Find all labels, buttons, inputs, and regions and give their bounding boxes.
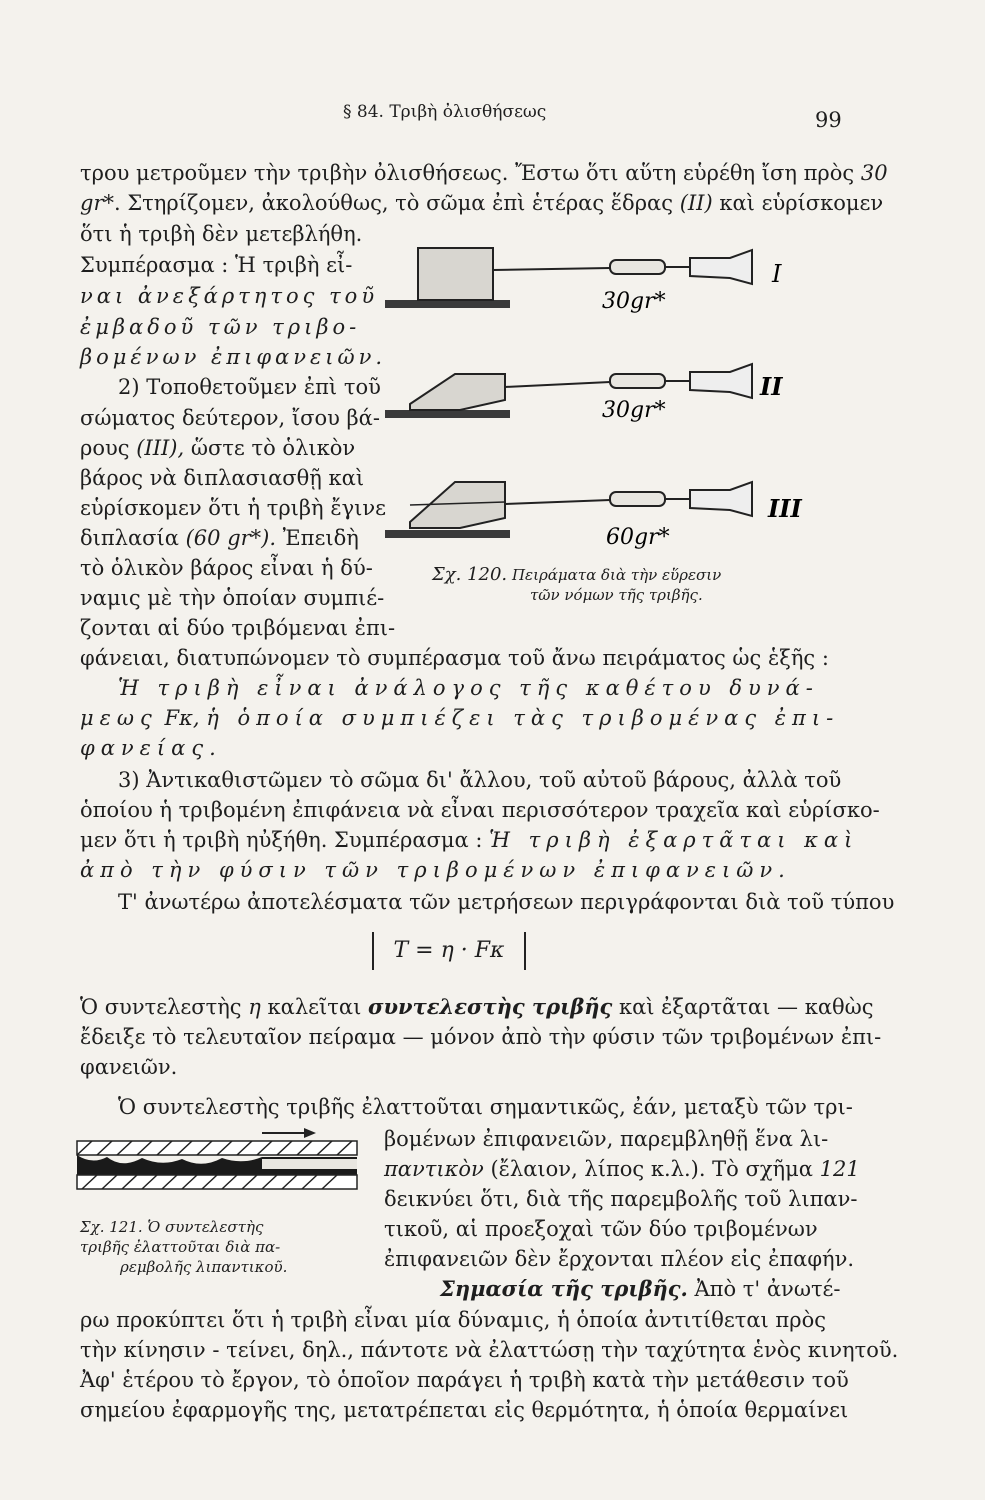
reading-III: 60gr* [606, 525, 670, 550]
experiment-III-apparatus [385, 482, 752, 538]
text-line-19: μεως Fκ, ἡ ὁποία συμπιέζει τὰς τριβομένας ἐπι- [80, 706, 840, 730]
text-line-4: Συμπέρασμα : Ἡ τριβὴ εἶ- [80, 253, 353, 277]
text-line-1: τρου μετροῦμεν τὴν τριβὴν ὀλισθήσεως. Ἔστω ὅτι αὕτη εὑρέθη ἴση πρὸς 30 [80, 161, 888, 185]
text-line-16: ζονται αἱ δύο τριβόμεναι ἐπι- [80, 616, 396, 640]
text-line-23: μεν ὅτι ἡ τριβὴ ηὐξήθη. Συμπέρασμα : Ἡ τριβὴ ἐξαρτᾶται καὶ [80, 828, 859, 852]
text-line-36: ρω προκύπτει ὅτι ἡ τριβὴ εἶναι μία δύναμις, ἡ ὁποία ἀντιτίθεται πρὸς [80, 1308, 826, 1332]
text-line-15: ναμις μὲ τὴν ὁποίαν συμπιέ- [80, 586, 385, 610]
text-line-27: ἔδειξε τὸ τελευταῖον πείραμα — μόνον ἀπὸ τὴν φύσιν τῶν τριβομένων ἐπι- [80, 1025, 882, 1049]
text-line-38: Ἀφ' ἑτέρου τὸ ἔργον, τὸ ὁποῖον παράγει ἡ τριβὴ κατὰ τὴν μετάθεσιν τοῦ [80, 1368, 849, 1392]
text-line-22: ὁποίου ἡ τριβομένη ἐπιφάνεια νὰ εἶναι περισσότερον τραχεῖα καὶ εὑρίσκο- [80, 798, 880, 822]
text-line-20: φανείας. [80, 736, 222, 760]
figure-120-friction-experiments [380, 232, 820, 577]
text-line-37: τὴν κίνησιν - τείνει, δηλ., πάντοτε νὰ ἐλαττώσῃ τὴν ταχύτητα ἑνὸς κινητοῦ. [80, 1338, 899, 1362]
text-line-32: δεικνύει ὅτι, διὰ τῆς παρεμβολῆς τοῦ λιπαν- [384, 1187, 858, 1211]
text-line-12: εὑρίσκομεν ὅτι ἡ τριβὴ ἔγινε [80, 496, 387, 520]
text-line-29: Ὁ συντελεστὴς τριβῆς ἐλαττοῦται σημαντικῶς, ἐάν, μεταξὺ τῶν τρι- [118, 1095, 853, 1119]
text-line-7: βομένων ἐπιφανειῶν. [80, 345, 387, 369]
text-line-6: ἐμβαδοῦ τῶν τριβο- [80, 315, 361, 339]
text-line-39: σημείου ἐφαρμογῆς της, μετατρέπεται εἰς θερμότητα, ἡ ὁποία θερμαίνει [80, 1398, 849, 1422]
text-line-18: Ἡ τριβὴ εἶναι ἀνάλογος τῆς καθέτου δυνά- [118, 676, 819, 700]
text-line-26: Ὁ συντελεστὴς η καλεῖται συντελεστὴς τριβῆς καὶ ἐξαρτᾶται — καθὼς [80, 994, 874, 1019]
figure-121-caption-3: ρεμβολῆς λιπαντικοῦ. [120, 1258, 288, 1276]
text-line-8: 2) Τοποθετοῦμεν ἐπὶ τοῦ [118, 375, 381, 399]
friction-formula: T = η · Fκ [372, 932, 526, 970]
text-line-25: Τ' ἀνωτέρω ἀποτελέσματα τῶν μετρήσεων περιγράφονται διὰ τοῦ τύπου [118, 890, 895, 914]
text-line-3: ὅτι ἡ τριβὴ δὲν μετεβλήθη. [80, 222, 363, 246]
experiment-II-apparatus [385, 364, 752, 418]
section-header: § 84. Τριβὴ ὀλισθήσεως [343, 102, 547, 122]
page-number: 99 [815, 108, 842, 132]
text-line-34: ἐπιφανειῶν δὲν ἔρχονται πλέον εἰς ἐπαφήν. [384, 1247, 855, 1271]
text-line-2: gr*. Στηρίζομεν, ἀκολούθως, τὸ σῶμα ἐπὶ ἑτέρας ἕδρας (II) καὶ εὑρίσκομεν [80, 191, 884, 215]
label-III: III [768, 494, 802, 523]
text-line-17: φάνειαι, διατυπώνομεν τὸ συμπέρασμα τοῦ ἄνω πειράματος ὡς ἑξῆς : [80, 646, 829, 670]
text-line-14: τὸ ὁλικὸν βάρος εἶναι ἡ δύ- [80, 556, 373, 580]
text-line-35: Σημασία τῆς τριβῆς. Ἀπὸ τ' ἀνωτέ- [440, 1276, 841, 1301]
figure-120-caption: Σχ. 120. Πειράματα διὰ τὴν εὕρεσιν [432, 564, 722, 585]
text-line-21: 3) Ἀντικαθιστῶμεν τὸ σῶμα δι' ἄλλου, τοῦ αὐτοῦ βάρους, ἀλλὰ τοῦ [118, 768, 842, 792]
text-line-28: φανειῶν. [80, 1055, 178, 1079]
reading-II: 30gr* [602, 398, 666, 423]
text-line-10: ρους (III), ὥστε τὸ ὁλικὸν [80, 436, 356, 460]
figure-121-caption-1: Σχ. 121. Ὁ συντελεστὴς [80, 1218, 264, 1236]
experiment-I-apparatus [385, 248, 752, 308]
label-I: I [772, 260, 782, 288]
figure-121-caption-2: τριβῆς ἐλαττοῦται διὰ πα- [80, 1238, 281, 1256]
figure-120-caption-2: τῶν νόμων τῆς τριβῆς. [530, 586, 703, 604]
figure-121-lubricant [72, 1125, 362, 1205]
text-line-33: τικοῦ, αἱ προεξοχαὶ τῶν δύο τριβομένων [384, 1217, 818, 1241]
text-line-30: βομένων ἐπιφανειῶν, παρεμβληθῇ ἕνα λι- [384, 1127, 829, 1151]
text-line-11: βάρος νὰ διπλασιασθῇ καὶ [80, 466, 365, 490]
reading-I: 30gr* [602, 289, 666, 314]
text-line-31: παντικὸν (ἔλαιον, λίπος κ.λ.). Τὸ σχῆμα 121 [384, 1157, 860, 1181]
text-line-9: σώματος δεύτερον, ἴσου βά- [80, 406, 380, 430]
text-line-24: ἀπὸ τὴν φύσιν τῶν τριβομένων ἐπιφανειῶν. [80, 858, 791, 882]
label-II: II [760, 372, 783, 401]
text-line-13: διπλασία (60 gr*). Ἐπειδὴ [80, 526, 359, 550]
text-line-5: ναι ἀνεξάρτητος τοῦ [80, 284, 379, 308]
